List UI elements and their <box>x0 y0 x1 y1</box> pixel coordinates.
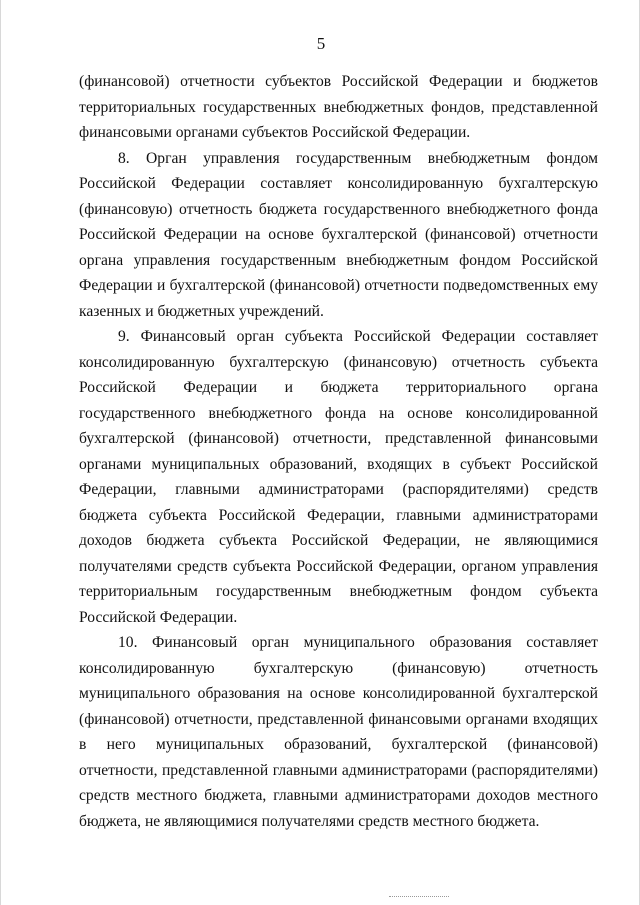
document-body <box>79 69 598 834</box>
paragraph-continuation: (финансовой) отчетности субъектов Российской Федерации и бюджетов территориальных государственных внебюджетных фондов, представленной финансовыми органами субъектов Российской Федерации. <box>79 73 598 141</box>
paragraph-item-10: 10. Финансовый орган муниципального образования составляет консолидированную бухгалтерскую (финансовую) отчетность муниципального образования на основе консолидированной бухгалтерской (финансовой) отчетности, представленной финансовыми органами входящих в него муниципальных образований, бухгалтерской (финансовой) отчетности, представленной главными администраторами (распорядителями) средств местного бюджета, главными администраторами доходов местного бюджета, не являющимися получателями средств местного бюджета. <box>79 634 598 830</box>
scan-artifact-mark <box>389 893 449 897</box>
paragraph-item-9: 9. Финансовый орган субъекта Российской Федерации составляет консолидированную бухгалтерскую (финансовую) отчетность субъекта Российской Федерации и бюджета территориального органа государственного внебюджетного фонда на основе консолидированной бухгалтерской (финансовой) отчетности, представленной финансовыми органами муниципальных образований, входящих в субъект Российской Федерации, главными администраторами (распорядителями) средств бюджета субъекта Российской Федерации, главными администраторами доходов бюджета субъекта Российской Федерации, не являющимися получателями средств субъекта Российской Федерации, органом управления территориальным государственным внебюджетным фондом субъекта Российской Федерации. <box>79 328 598 626</box>
paragraph-item-8: 8. Орган управления государственным внебюджетным фондом Российской Федерации составляет консолидированную бухгалтерскую (финансовую) отчетность бюджета государственного внебюджетного фонда Российской Федерации на основе бухгалтерской (финансовой) отчетности органа управления государственным внебюджетным фондом Российской Федерации и бухгалтерской (финансовой) отчетности подведомственных ему казенных и бюджетных учреждений. <box>79 149 598 320</box>
page-number: 5 <box>316 34 326 53</box>
